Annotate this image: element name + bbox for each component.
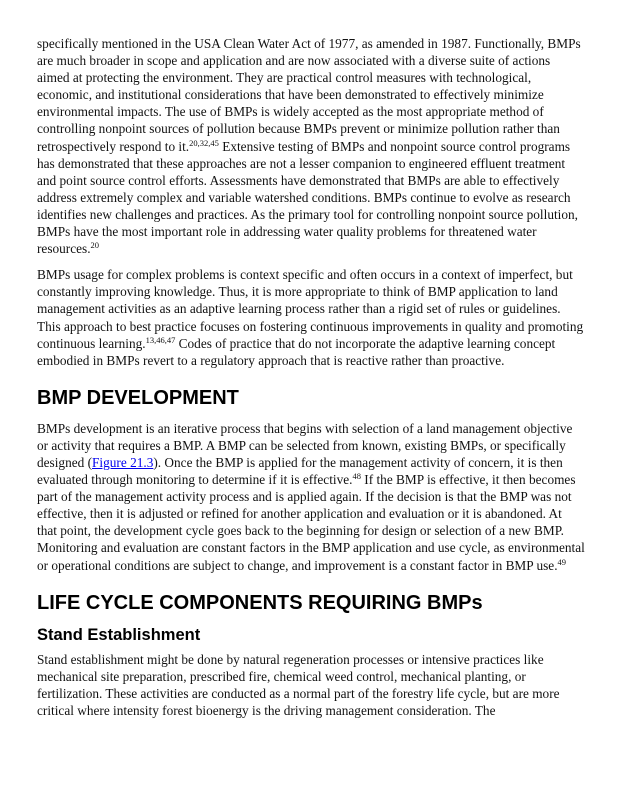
paragraph-bmp-usage	[37, 266, 585, 369]
paragraph-bmp-development	[37, 420, 585, 574]
document-page	[37, 35, 585, 728]
paragraph-text: If the BMP is effective, it then becomes part of the management activity process and is applied again. If the decision is that the BMP was not effective, then it is adjusted or refined for another application and evaluation or it is abandoned. At that point, the development cycle goes back to the beginning for design or selection of a new BMP. Monitoring and evaluation are constant factors in the BMP application and use cycle, as environmental or operational conditions are subject to change, and improvement is a constant factor in BMP use.	[37, 472, 585, 573]
paragraph-text: Extensive testing of BMPs and nonpoint source control programs has demonstrated that these approaches are not a lesser companion to engineered effluent treatment and point source control efforts. Assessments have demonstrated that BMPs are able to effectively address extremely complex and variable watershed conditions. BMPs continue to evolve as research identifies new challenges and practices. As the primary tool for controlling nonpoint source pollution, BMPs have the most important role in addressing water quality problems for threatened water resources.	[37, 138, 578, 257]
citation-superscript: 13,46,47	[145, 334, 176, 345]
citation-superscript: 20	[90, 240, 100, 251]
paragraph-text: specifically mentioned in the USA Clean Water Act of 1977, as amended in 1987. Functionally, BMPs are much broader in scope and application and are now associated with a diverse suite of actions aimed at protecting the environment. They are practical control measures with technological, economic, and institutional considerations that have been demonstrated to effectively minimize environmental impacts. The use of BMPs is widely accepted as the most appropriate method of controlling nonpoint sources of pollution because BMPs prevent or minimize pollution rather than retrospectively respond to it.	[37, 36, 581, 154]
section-heading-bmp-development: BMP DEVELOPMENT	[37, 386, 239, 409]
paragraph-stand-establishment	[37, 651, 585, 719]
paragraph-bmp-definition	[37, 35, 585, 257]
citation-superscript: 48	[352, 471, 361, 482]
paragraph-text: BMPs development is an iterative process that begins with selection of a land management objective or activity that requires a BMP. A BMP can be selected from known, existing BMPs, or specifically designed (	[37, 420, 573, 470]
paragraph-text: Codes of practice that do not incorporate the adaptive learning concept embodied in BMPs revert to a regulatory approach that is reactive rather than proactive.	[37, 335, 556, 368]
paragraph-text: ). Once the BMP is applied for the management activity of concern, it is then evaluated through monitoring to determine if it is effective.	[37, 454, 563, 488]
paragraph-text: Stand establishment might be done by natural regeneration processes or intensive practices like mechanical site preparation, prescribed fire, chemical weed control, mechanical planting, or fertilization. These activities are conducted as a normal part of the forestry life cycle, but are more critical where intensity forest bioenergy is the driving management consideration. The	[37, 651, 560, 718]
citation-superscript: 20,32,45	[189, 137, 219, 148]
citation-superscript: 49	[557, 556, 567, 567]
paragraph-text: BMPs usage for complex problems is context specific and often occurs in a context of imperfect, but constantly improving knowledge. Thus, it is more appropriate to think of BMP application to land management activities as an adaptive learning process rather than a rigid set of rules or guidelines. This approach to best practice focuses on fostering continuous improvements in quality and promoting continuous learning.	[37, 267, 584, 351]
subsection-heading-stand-establishment: Stand Establishment	[37, 625, 201, 644]
figure-link[interactable]: Figure 21.3	[92, 454, 154, 470]
section-heading-life-cycle: LIFE CYCLE COMPONENTS REQUIRING BMPs	[37, 591, 483, 614]
